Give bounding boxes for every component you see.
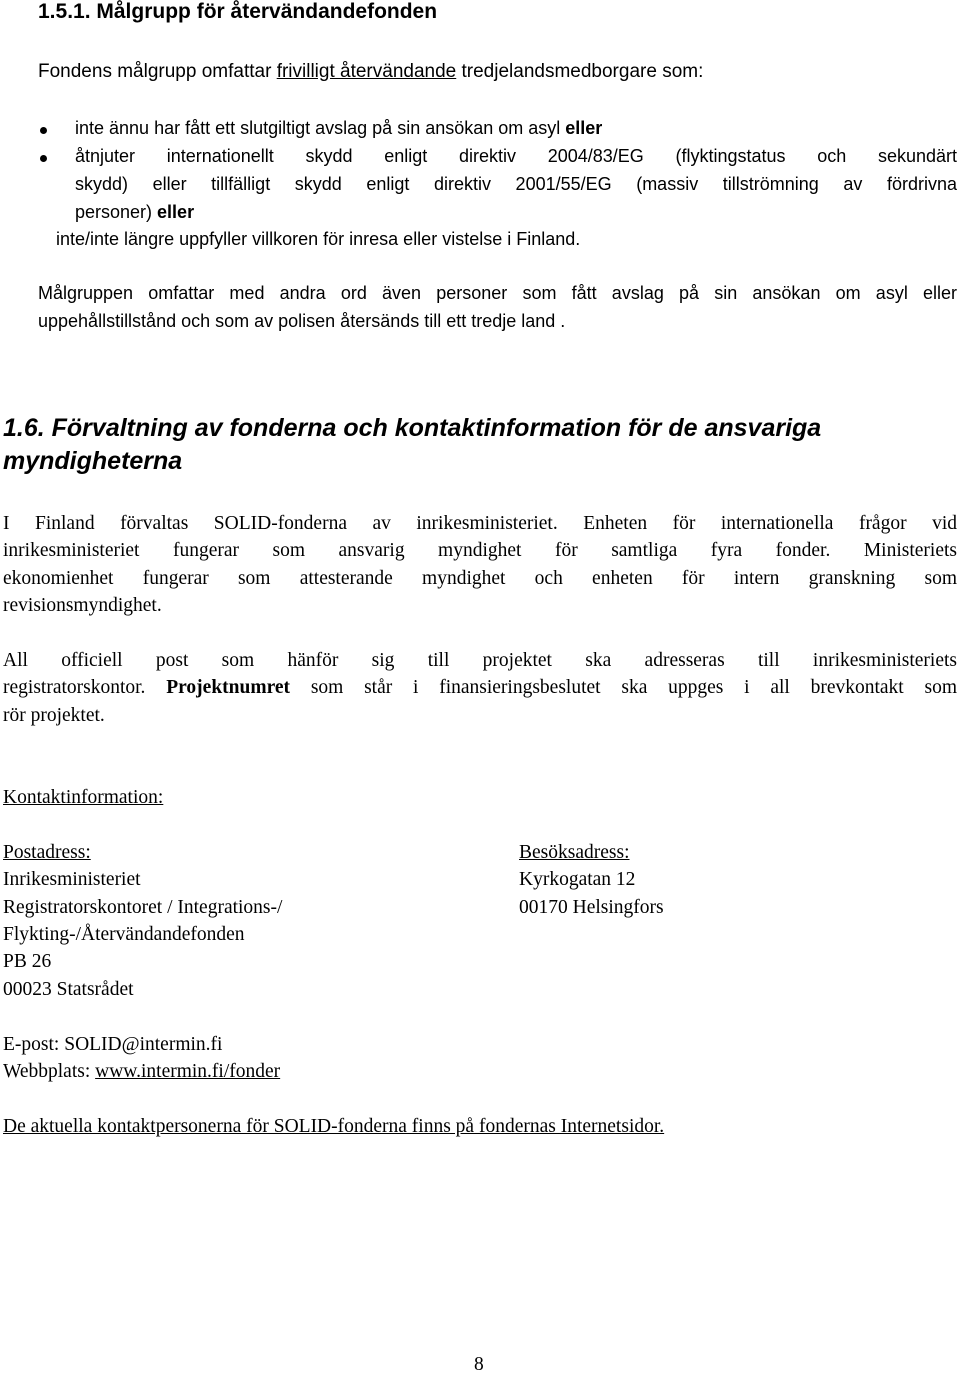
address-line: Kyrkogatan 12 xyxy=(519,869,636,890)
contact-heading: Kontaktinformation: xyxy=(3,787,164,808)
paragraph-text: registratorskontor. xyxy=(3,677,167,698)
list-item xyxy=(75,118,602,139)
section-heading-1-5-1: 1.5.1. Målgrupp för återvändandefonden xyxy=(38,0,438,23)
website-line xyxy=(3,1061,280,1083)
list-item-line: åtnjuter internationellt skydd enligt direktiv 2004/83/EG (flyktingstatus och sekundärt xyxy=(75,146,957,166)
address-line: Registratorskontoret / Integrations-/ xyxy=(3,897,283,918)
bullet-icon xyxy=(40,155,47,162)
list-item-bold: eller xyxy=(565,118,603,138)
website-label: Webbplats: xyxy=(3,1061,96,1082)
list-item-text: inte ännu har fått ett slutgiltigt avslag på sin ansökan om asyl xyxy=(75,118,566,138)
intro-sentence xyxy=(38,61,703,83)
paragraph-line: I Finland förvaltas SOLID-fonderna av inrikesministeriet. Enheten för internationella frågor vid xyxy=(3,513,957,534)
address-line: PB 26 xyxy=(3,951,52,972)
paragraph-bold: Projektnumret xyxy=(166,677,291,698)
list-item-line xyxy=(75,202,194,223)
page-number: 8 xyxy=(474,1354,484,1375)
section-heading-1-6-cont: myndigheterna xyxy=(3,447,183,475)
paragraph-line: inrikesministeriet fungerar som ansvarig myndighet för samtliga fyra fonder. Ministeriets xyxy=(3,540,957,561)
address-line: Flykting-/Återvändandefonden xyxy=(3,924,245,945)
intro-text-end: tredjelandsmedborgare som: xyxy=(456,61,704,82)
email-line xyxy=(3,1034,222,1056)
intro-underlined-text: frivilligt återvändande xyxy=(276,61,457,82)
email-label: E-post: xyxy=(3,1034,65,1055)
list-item-continuation: inte/inte längre uppfyller villkoren för inresa eller vistelse i Finland. xyxy=(56,229,581,249)
list-item-line: skydd) eller tillfälligt skydd enligt direktiv 2001/55/EG (massiv tillströmning av fördrivna xyxy=(75,174,957,194)
address-line: 00170 Helsingfors xyxy=(519,897,664,918)
paragraph-line: All officiell post som hänför sig till projektet ska adresseras till inrikesministeriets xyxy=(3,650,957,671)
intro-text: Fondens målgrupp omfattar xyxy=(38,61,277,82)
paragraph-line xyxy=(3,677,957,699)
postal-address-label: Postadress: xyxy=(3,842,91,863)
address-line: Inrikesministeriet xyxy=(3,869,141,890)
list-item-text: personer) xyxy=(75,202,158,222)
section-heading-1-6: 1.6. Förvaltning av fonderna och kontaktinformation för de ansvariga xyxy=(3,414,822,442)
bullet-icon xyxy=(40,127,47,134)
list-item-bold: eller xyxy=(157,202,195,222)
paragraph-text: som står i finansieringsbeslutet ska uppges i all brevkontakt som xyxy=(290,677,957,698)
paragraph-line: uppehållstillstånd och som av polisen återsänds till ett tredje land . xyxy=(38,311,566,331)
paragraph-line: ekonomienhet fungerar som attesterande myndighet och enheten för intern granskning som xyxy=(3,568,957,589)
email-address: SOLID@intermin.fi xyxy=(64,1034,223,1055)
paragraph-line: rör projektet. xyxy=(3,705,105,726)
address-line: 00023 Statsrådet xyxy=(3,979,134,1000)
visiting-address-label: Besöksadress: xyxy=(519,842,630,863)
paragraph-line: revisionsmyndighet. xyxy=(3,595,162,616)
paragraph-line: Målgruppen omfattar med andra ord även personer som fått avslag på sin ansökan om asyl eller xyxy=(38,283,957,303)
closing-note: De aktuella kontaktpersonerna för SOLID-fonderna finns på fondernas Internetsidor. xyxy=(3,1116,665,1137)
website-link[interactable]: www.intermin.fi/fonder xyxy=(95,1061,281,1082)
